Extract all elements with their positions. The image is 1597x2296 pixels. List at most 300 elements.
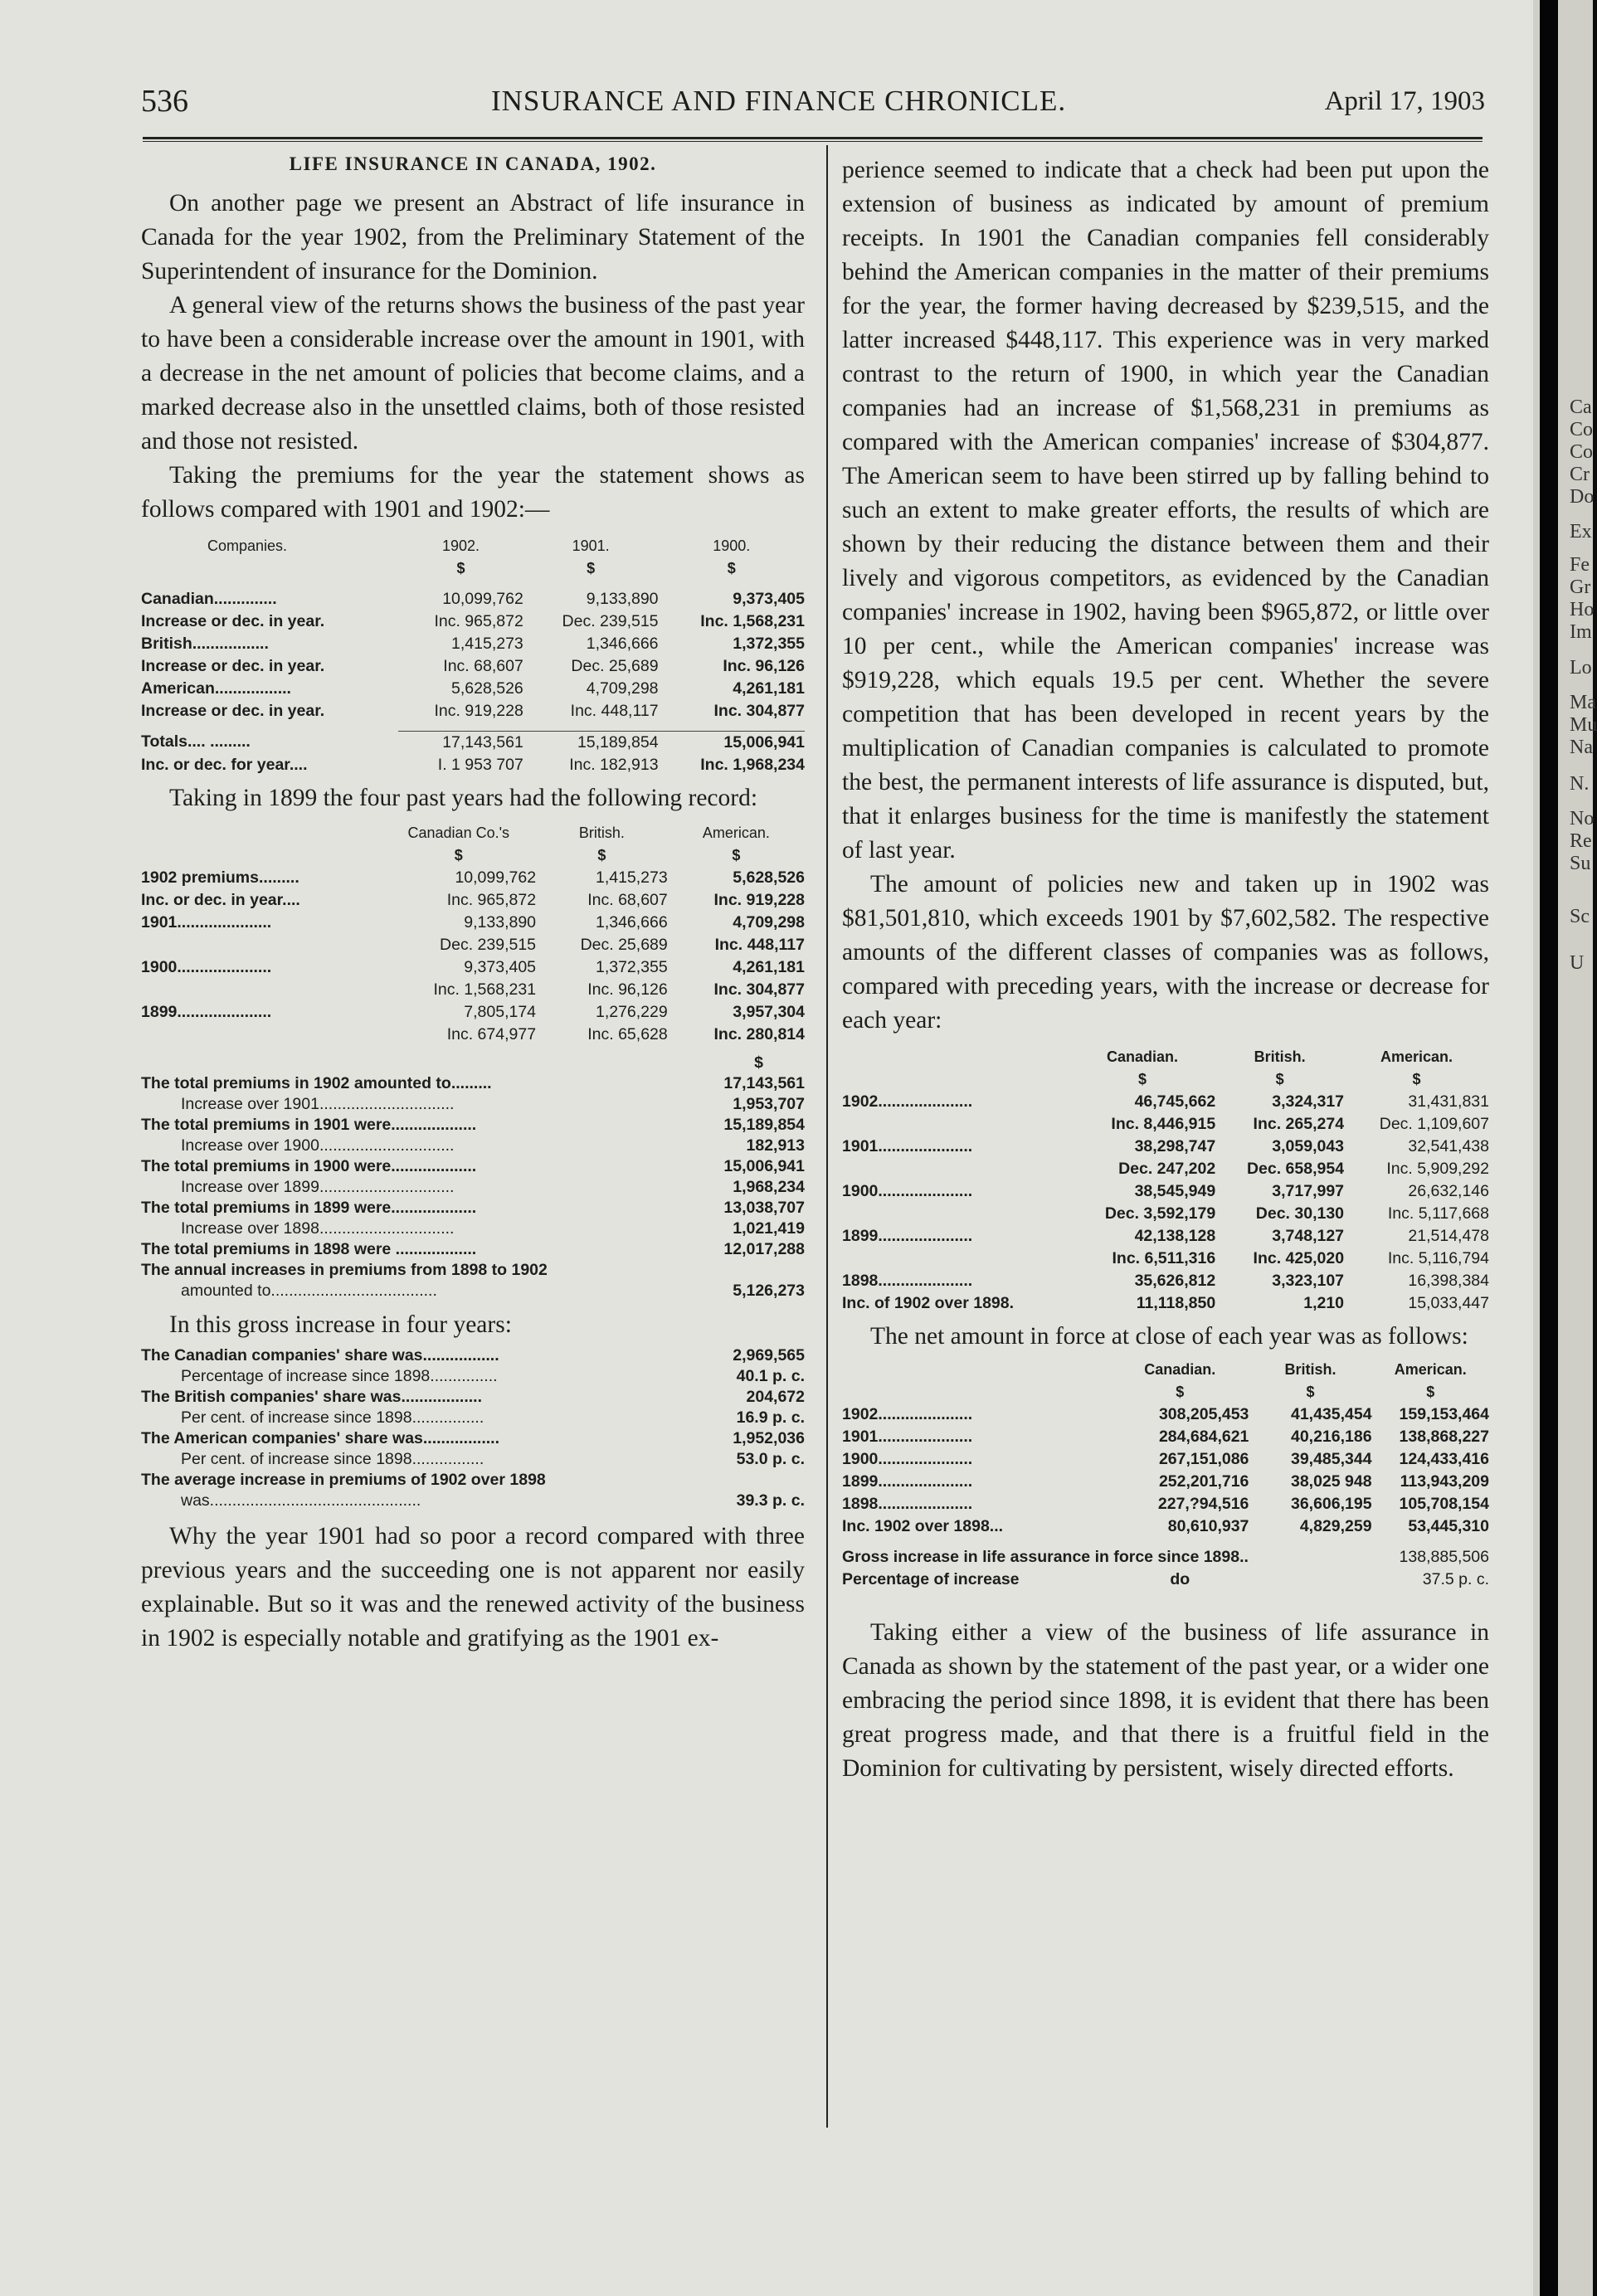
- cell: 1,346,666: [586, 635, 659, 653]
- cell: 21,514,478: [1408, 1227, 1489, 1245]
- cell: Dec. 247,202: [1118, 1160, 1216, 1178]
- table-row: [842, 1203, 1489, 1225]
- cell: Inc. 448,117: [714, 935, 805, 954]
- edge-fragment: N.: [1570, 773, 1590, 795]
- cell: Inc. 965,872: [434, 612, 523, 630]
- cell: 17,143,561: [398, 731, 523, 754]
- cell: 26,632,146: [1408, 1182, 1489, 1200]
- item-label: The total premiums in 1898 were ..................: [141, 1239, 477, 1258]
- table-row: [141, 912, 805, 934]
- table-row: [842, 1448, 1489, 1471]
- row-label: 1901.....................: [842, 1428, 973, 1446]
- list-item: [141, 1366, 805, 1387]
- currency-symbol: $: [456, 560, 465, 576]
- cell: 113,943,209: [1400, 1472, 1489, 1491]
- item-label: Per cent. of increase since 1898................: [181, 1449, 484, 1468]
- currency-row: [141, 1053, 805, 1073]
- cell: 15,006,941: [659, 731, 805, 754]
- cell: 1,346,666: [595, 912, 668, 932]
- cell: Inc. 65,628: [587, 1024, 668, 1043]
- cell: 4,709,298: [733, 912, 805, 932]
- edge-fragment: U: [1570, 952, 1585, 974]
- cell: Inc. 182,913: [569, 755, 659, 774]
- cell: Inc. 965,872: [446, 890, 537, 909]
- item-value: 1,021,419: [733, 1219, 805, 1238]
- cell: 11,118,850: [1136, 1294, 1216, 1312]
- row-label: Canadian..............: [141, 590, 277, 608]
- cell: Inc. 425,020: [1253, 1249, 1345, 1267]
- cell: Dec. 25,689: [580, 935, 668, 954]
- cell: 9,133,890: [464, 912, 537, 932]
- cell: Dec. 30,130: [1255, 1204, 1345, 1223]
- table-header-row: [141, 822, 805, 844]
- paragraph: Taking either a view of the business of life assurance in Canada as shown by the statement of the past year, or a wider one embracing the period since 1898, it is evident that there has been great progress made, and that there is a fruitful field in the Dominion for cultivating by persistent, wisely directed efforts.: [842, 1619, 1489, 1782]
- table-header-row: [842, 1359, 1489, 1381]
- premiums-by-company-table: [141, 535, 805, 776]
- column-header: British.: [1284, 1361, 1337, 1378]
- column-header: 1900.: [713, 538, 751, 554]
- item-label: The American companies' share was.................: [141, 1428, 499, 1447]
- item-value: 2,969,565: [733, 1345, 805, 1364]
- cell: Inc. 1,568,231: [700, 612, 805, 630]
- table-row: [141, 1001, 805, 1024]
- cell: 16,398,384: [1408, 1272, 1489, 1290]
- cell: 41,435,454: [1290, 1405, 1372, 1423]
- column-header: Canadian Co.'s: [407, 824, 510, 841]
- cell: 31,431,831: [1408, 1092, 1489, 1111]
- table-row: [141, 1024, 805, 1046]
- totals-row: [141, 754, 805, 776]
- paragraph: The net amount in force at close of each year was as follows:: [870, 1323, 1468, 1350]
- cell: Dec. 239,515: [440, 935, 537, 954]
- cell: 7,805,174: [464, 1002, 537, 1021]
- item-label: Increase over 1899..............................: [181, 1177, 455, 1196]
- item-label: The total premiums in 1902 amounted to.........: [141, 1073, 492, 1092]
- item-value: 40.1 p. c.: [736, 1366, 805, 1385]
- header-rule: [143, 137, 1483, 142]
- row-label: 1898.....................: [842, 1495, 973, 1513]
- currency-symbol: $: [1176, 1384, 1185, 1400]
- cell: 227,?94,516: [1157, 1495, 1249, 1513]
- cell: Inc. 5,117,668: [1387, 1204, 1489, 1223]
- row-label: Percentage of increase: [842, 1570, 1020, 1588]
- item-value: 1,953,707: [733, 1094, 805, 1113]
- cell: 3,059,043: [1272, 1137, 1345, 1155]
- item-value: 1,952,036: [733, 1428, 805, 1447]
- currency-symbol: $: [1306, 1384, 1315, 1400]
- row-label: British.................: [141, 635, 269, 653]
- row-label: 1902 premiums.........: [141, 868, 299, 887]
- cell: 10,099,762: [455, 868, 537, 887]
- row-label: [141, 934, 382, 956]
- item-label: Per cent. of increase since 1898................: [181, 1408, 484, 1427]
- currency-symbol: $: [454, 846, 463, 863]
- cell: 10,099,762: [442, 590, 523, 608]
- cell: Inc. 1,568,231: [433, 980, 537, 999]
- cell: Inc. 5,909,292: [1386, 1160, 1489, 1178]
- item-label: Increase over 1900..............................: [181, 1136, 455, 1155]
- paragraph: Why the year 1901 had so poor a record compared with three previous years and the succeeding one is not apparent nor easily explainable. But so it was and the renewed activity of the business in 1902 is especially notable and gratifying as the 1901 ex-: [141, 1522, 805, 1651]
- page-number: 536: [141, 84, 188, 119]
- table-row: [842, 1515, 1489, 1538]
- policies-new-table: [842, 1046, 1489, 1315]
- cell: 37.5 p. c.: [1422, 1570, 1489, 1588]
- list-item: [141, 1281, 805, 1301]
- item-value: 53.0 p. c.: [736, 1449, 805, 1468]
- row-label: [842, 1158, 1069, 1180]
- currency-symbol: $: [727, 560, 736, 576]
- table-row: [842, 1091, 1489, 1113]
- item-value: 13,038,707: [723, 1198, 805, 1217]
- cell: 15,189,854: [523, 731, 659, 754]
- cell: Inc. 68,607: [587, 890, 668, 909]
- cell: 5,628,526: [733, 868, 805, 887]
- item-value: 15,189,854: [723, 1115, 805, 1134]
- row-label: 1898.....................: [842, 1272, 973, 1290]
- table-row: [141, 610, 805, 633]
- table-row: [842, 1493, 1489, 1515]
- row-label: Inc. 1902 over 1898...: [842, 1517, 1004, 1535]
- cell: Inc. 8,446,915: [1111, 1115, 1216, 1133]
- table-row: [842, 1113, 1489, 1136]
- table-header-row: [842, 1046, 1489, 1068]
- item-label: Percentage of increase since 1898...............: [181, 1366, 498, 1385]
- edge-fragment: Sc: [1570, 906, 1590, 927]
- paragraph: perience seemed to indicate that a check had been put upon the extension of business as indicated by amount of premium receipts. In 1901 the Canadian companies fell considerably behind the American companies in the matter of their premiums for the year, the former having decreased by $239,515, and the latter increased $448,117. This experience was in very marked contrast to the return of 1900, in which year the Canadian companies had an increase of $1,568,231 in premiums as compared with the American companies' increase of $304,877. The American seem to have been stirred up by falling behind to such an extent to make greater efforts, the results of which are shown by their reducing the distance between them and their lively and vigorous competitors, as evidenced by the Canadian companies' increase in 1902, having been $965,872, or little over 10 per cent., while the American companies' increase was $919,228, which equals 19.5 per cent. Whether the severe competition that has been developed in recent years by the multiplication of Canadian companies is calculated to promote the best, the permanent interests of life assurance is disputed, but, that it enlarges business for the time is manifestly the statement of last year.: [842, 157, 1489, 863]
- edge-fragment: Im: [1570, 621, 1592, 643]
- column-header: [141, 822, 382, 844]
- table-row: [842, 1158, 1489, 1180]
- percentage-row: [842, 1569, 1489, 1591]
- cell: 36,606,195: [1290, 1495, 1372, 1513]
- list-item: [141, 1449, 805, 1470]
- premium-summary-list: [141, 1053, 805, 1301]
- table-row: [141, 700, 805, 722]
- cell: 308,205,453: [1158, 1405, 1249, 1423]
- cell: Inc. 919,228: [713, 890, 805, 909]
- edge-fragment: Ho: [1570, 599, 1595, 620]
- cell: Dec. 658,954: [1246, 1160, 1345, 1178]
- table-row: [141, 867, 805, 889]
- currency-symbol: $: [587, 560, 596, 576]
- cell: 4,709,298: [586, 679, 659, 698]
- cell: 40,216,186: [1290, 1428, 1372, 1446]
- column-divider: [826, 145, 828, 2128]
- cell: 80,610,937: [1167, 1517, 1249, 1535]
- column-header: American.: [1380, 1048, 1453, 1065]
- row-label: 1902.....................: [842, 1092, 973, 1111]
- list-item: [141, 1345, 805, 1366]
- row-label: 1901.....................: [141, 912, 272, 932]
- column-header: British.: [1254, 1048, 1306, 1065]
- table-row: [141, 979, 805, 1001]
- column-header: British.: [578, 824, 625, 841]
- row-label: [141, 1024, 382, 1046]
- cell: 4,261,181: [733, 957, 805, 976]
- cell: 124,433,416: [1399, 1450, 1489, 1468]
- list-item: [141, 1470, 805, 1491]
- cell: 3,717,997: [1272, 1182, 1345, 1200]
- table-row: [842, 1248, 1489, 1270]
- row-label: 1900.....................: [141, 957, 272, 976]
- amount-in-force-table: [842, 1359, 1489, 1591]
- row-label: [842, 1203, 1069, 1225]
- list-item: [141, 1428, 805, 1449]
- cell: I. 1 953 707: [437, 755, 523, 774]
- paragraph: A general view of the returns shows the business of the past year to have been a considerable increase over the amount in 1901, with a decrease in the net amount of policies that become claims, and a marked decrease also in the unsettled claims, both of those resisted and those not resisted.: [141, 292, 805, 455]
- left-column: [141, 153, 805, 1656]
- cell: 284,684,621: [1158, 1428, 1249, 1446]
- cell: 138,885,506: [1399, 1548, 1489, 1566]
- article-title: LIFE INSURANCE IN CANADA, 1902.: [289, 153, 657, 174]
- currency-symbol: $: [1426, 1384, 1435, 1400]
- cell: 53,445,310: [1408, 1517, 1489, 1535]
- currency-symbol: $: [1275, 1071, 1284, 1087]
- cell: Inc. 5,116,794: [1387, 1249, 1489, 1267]
- edge-fragment: Co: [1570, 441, 1594, 463]
- cell: 252,201,716: [1158, 1472, 1249, 1491]
- journal-title: INSURANCE AND FINANCE CHRONICLE.: [491, 85, 1067, 117]
- cell: 15,033,447: [1408, 1294, 1489, 1312]
- edge-fragment: Cr: [1570, 464, 1590, 485]
- list-item: [141, 1491, 805, 1511]
- row-label: Inc. of 1902 over 1898.: [842, 1294, 1015, 1312]
- item-label: The British companies' share was..................: [141, 1387, 483, 1406]
- row-label: [141, 979, 382, 1001]
- row-label: 1901.....................: [842, 1137, 973, 1155]
- cell: Inc. 6,511,316: [1112, 1249, 1216, 1267]
- cell: 4,261,181: [733, 679, 805, 698]
- list-item: [141, 1177, 805, 1198]
- column-header: American.: [1394, 1361, 1467, 1378]
- item-label: amounted to.....................................: [181, 1281, 437, 1300]
- row-label: Totals.... .........: [141, 732, 251, 752]
- edge-fragment: Lo: [1570, 657, 1592, 679]
- column-header: Canadian.: [1106, 1048, 1178, 1065]
- list-item: [141, 1260, 805, 1281]
- row-label: 1899.....................: [842, 1227, 973, 1245]
- item-label: The Canadian companies' share was.................: [141, 1345, 499, 1364]
- row-label: 1902.....................: [842, 1405, 973, 1423]
- cell: 38,025 948: [1290, 1472, 1372, 1491]
- cell: 38,298,747: [1134, 1137, 1216, 1155]
- right-column: [842, 153, 1489, 1786]
- cell: 3,323,107: [1272, 1272, 1345, 1290]
- paragraph: In this gross increase in four years:: [169, 1311, 512, 1338]
- table-row: [141, 678, 805, 700]
- row-label: 1900.....................: [842, 1450, 973, 1468]
- paragraph: The amount of policies new and taken up in 1902 was $81,501,810, which exceeds 1901 by $7,602,582. The respective amounts of the different classes of companies was as follows, compared with preceding years, with the increase or decrease for each year:: [842, 871, 1489, 1034]
- list-item: [141, 1094, 805, 1115]
- cell: 138,868,227: [1399, 1428, 1489, 1446]
- page-header: [141, 83, 1485, 133]
- cell: Inc. 1,968,234: [700, 755, 805, 774]
- cell: Inc. 68,607: [443, 657, 523, 675]
- list-item: [141, 1198, 805, 1219]
- cell: 1,372,355: [733, 635, 805, 653]
- row-label: Increase or dec. in year.: [141, 612, 325, 630]
- item-label: The annual increases in premiums from 1898 to 1902: [141, 1260, 548, 1279]
- currency-symbol: $: [732, 846, 741, 863]
- cell: 38,545,949: [1134, 1182, 1216, 1200]
- item-value: 5,126,273: [733, 1281, 805, 1300]
- item-value: 1,968,234: [733, 1177, 805, 1196]
- currency-symbol: $: [597, 846, 606, 863]
- table-header-row: [141, 535, 805, 557]
- edge-fragment: Do: [1570, 486, 1595, 508]
- edge-fragment: Ma: [1570, 692, 1596, 713]
- row-label: Increase or dec. in year.: [141, 702, 325, 720]
- cell: 105,708,154: [1399, 1495, 1489, 1513]
- table-row: [141, 633, 805, 655]
- cell: 3,324,317: [1272, 1092, 1345, 1111]
- table-row: [141, 956, 805, 979]
- table-row: [842, 1471, 1489, 1493]
- item-value: 182,913: [746, 1136, 805, 1155]
- item-label: Increase over 1901..............................: [181, 1094, 455, 1113]
- edge-fragment: Ex: [1570, 521, 1592, 542]
- list-item: [141, 1136, 805, 1156]
- column-header: Canadian.: [1144, 1361, 1216, 1378]
- table-row: [842, 1292, 1489, 1315]
- edge-fragment: No: [1570, 808, 1595, 829]
- cell: Inc. 674,977: [446, 1024, 537, 1043]
- cell: Inc. 919,228: [434, 702, 523, 720]
- currency-row: [842, 1068, 1489, 1091]
- row-label: Inc. or dec. for year....: [141, 755, 308, 774]
- table-row: [842, 1136, 1489, 1158]
- item-value: 15,006,941: [723, 1156, 805, 1175]
- cell: Dec. 239,515: [562, 612, 659, 630]
- table-row: [842, 1180, 1489, 1203]
- item-label: The total premiums in 1900 were...................: [141, 1156, 477, 1175]
- column-header: [842, 1046, 1069, 1068]
- edge-fragment: Gr: [1570, 576, 1591, 598]
- cell: 267,151,086: [1158, 1450, 1249, 1468]
- column-header: Companies.: [207, 538, 288, 554]
- item-value: 17,143,561: [723, 1073, 805, 1092]
- cell: 32,541,438: [1408, 1137, 1489, 1155]
- row-label: 1900.....................: [842, 1182, 973, 1200]
- row-label: Inc. or dec. in year....: [141, 890, 300, 909]
- table-row: [842, 1225, 1489, 1248]
- cell: Inc. 280,814: [713, 1024, 805, 1043]
- table-row: [141, 655, 805, 678]
- cell: Inc. 448,117: [570, 702, 659, 720]
- cell: 35,626,812: [1134, 1272, 1216, 1290]
- currency-symbol: $: [754, 1053, 763, 1072]
- list-item: [141, 1387, 805, 1408]
- currency-symbol: $: [1137, 1071, 1147, 1087]
- cell: 46,745,662: [1134, 1092, 1216, 1111]
- item-label: The total premiums in 1899 were...................: [141, 1198, 477, 1217]
- edge-fragment: Na: [1570, 737, 1593, 758]
- row-label: Increase or dec. in year.: [141, 657, 325, 675]
- list-item: [141, 1156, 805, 1177]
- binding-shadow: [1540, 0, 1558, 2296]
- cell: 9,373,405: [733, 590, 805, 608]
- cell: Inc. 265,274: [1253, 1115, 1345, 1133]
- cell: 1,415,273: [451, 635, 523, 653]
- item-value: 204,672: [746, 1387, 805, 1406]
- table-row: [842, 1270, 1489, 1292]
- paragraph: On another page we present an Abstract of life insurance in Canada for the year 1902, from the Preliminary Statement of the Superintendent of insurance for the Dominion.: [141, 190, 805, 285]
- table-row: [842, 1403, 1489, 1426]
- item-label: The total premiums in 1901 were...................: [141, 1115, 477, 1134]
- ditto-mark: do: [1170, 1570, 1190, 1588]
- currency-row: [141, 844, 805, 867]
- table-row: [141, 588, 805, 610]
- column-header: 1902.: [441, 538, 480, 554]
- edge-fragment: Fe: [1570, 554, 1590, 576]
- cell: 1,276,229: [595, 1002, 668, 1021]
- column-header: [842, 1359, 1111, 1381]
- cell: Dec. 25,689: [571, 657, 659, 675]
- list-item: [141, 1073, 805, 1094]
- list-item: [141, 1239, 805, 1260]
- cell: 159,153,464: [1399, 1405, 1489, 1423]
- cell: 4,829,259: [1299, 1517, 1372, 1535]
- cell: 3,957,304: [733, 1002, 805, 1021]
- paragraph: Taking in 1899 the four past years had the following record:: [169, 784, 758, 811]
- row-label: 1899.....................: [842, 1472, 973, 1491]
- item-value: [704, 1470, 805, 1491]
- cell: 42,138,128: [1134, 1227, 1216, 1245]
- paragraph: Taking the premiums for the year the statement shows as follows compared with 1901 and 1902:—: [141, 462, 805, 523]
- gross-increase-row: [842, 1546, 1489, 1569]
- issue-date: April 17, 1903: [1324, 86, 1485, 116]
- share-summary-list: [141, 1345, 805, 1511]
- item-value: 12,017,288: [723, 1239, 805, 1258]
- item-label: was...............................................: [181, 1491, 421, 1510]
- cell: 39,485,344: [1290, 1450, 1372, 1468]
- row-label: [842, 1113, 1069, 1136]
- cell: Dec. 1,109,607: [1379, 1115, 1489, 1133]
- edge-fragment: Co: [1570, 419, 1594, 440]
- currency-row: [842, 1381, 1489, 1403]
- edge-fragment: Re: [1570, 830, 1592, 852]
- currency-row: [141, 557, 805, 580]
- row-label: 1899.....................: [141, 1002, 272, 1021]
- list-item: [141, 1408, 805, 1428]
- currency-symbol: $: [1412, 1071, 1421, 1087]
- item-value: [694, 1260, 805, 1281]
- cell: 5,628,526: [451, 679, 523, 698]
- edge-fragment: Mu: [1570, 714, 1597, 736]
- cell: 9,373,405: [464, 957, 537, 976]
- totals-row: [141, 731, 805, 754]
- table-row: [141, 934, 805, 956]
- cell: Inc. 96,126: [587, 980, 668, 999]
- cell: 3,748,127: [1272, 1227, 1345, 1245]
- edge-fragment: Ca: [1570, 396, 1592, 418]
- cell: Inc. 304,877: [713, 980, 805, 999]
- item-label: The average increase in premiums of 1902 over 1898: [141, 1470, 546, 1489]
- row-label: American.................: [141, 679, 291, 698]
- item-label: Increase over 1898..............................: [181, 1219, 455, 1238]
- column-header: 1901.: [572, 538, 610, 554]
- cell: 1,415,273: [595, 868, 668, 887]
- cell: 9,133,890: [586, 590, 659, 608]
- cell: 1,372,355: [595, 957, 668, 976]
- table-row: [842, 1426, 1489, 1448]
- list-item: [141, 1219, 805, 1239]
- cell: 1,210: [1303, 1294, 1345, 1312]
- item-value: 39.3 p. c.: [736, 1491, 805, 1510]
- column-header: American.: [702, 824, 770, 841]
- four-year-record-table: [141, 822, 805, 1046]
- row-label: Gross increase in life assurance in force since 1898..: [842, 1548, 1249, 1566]
